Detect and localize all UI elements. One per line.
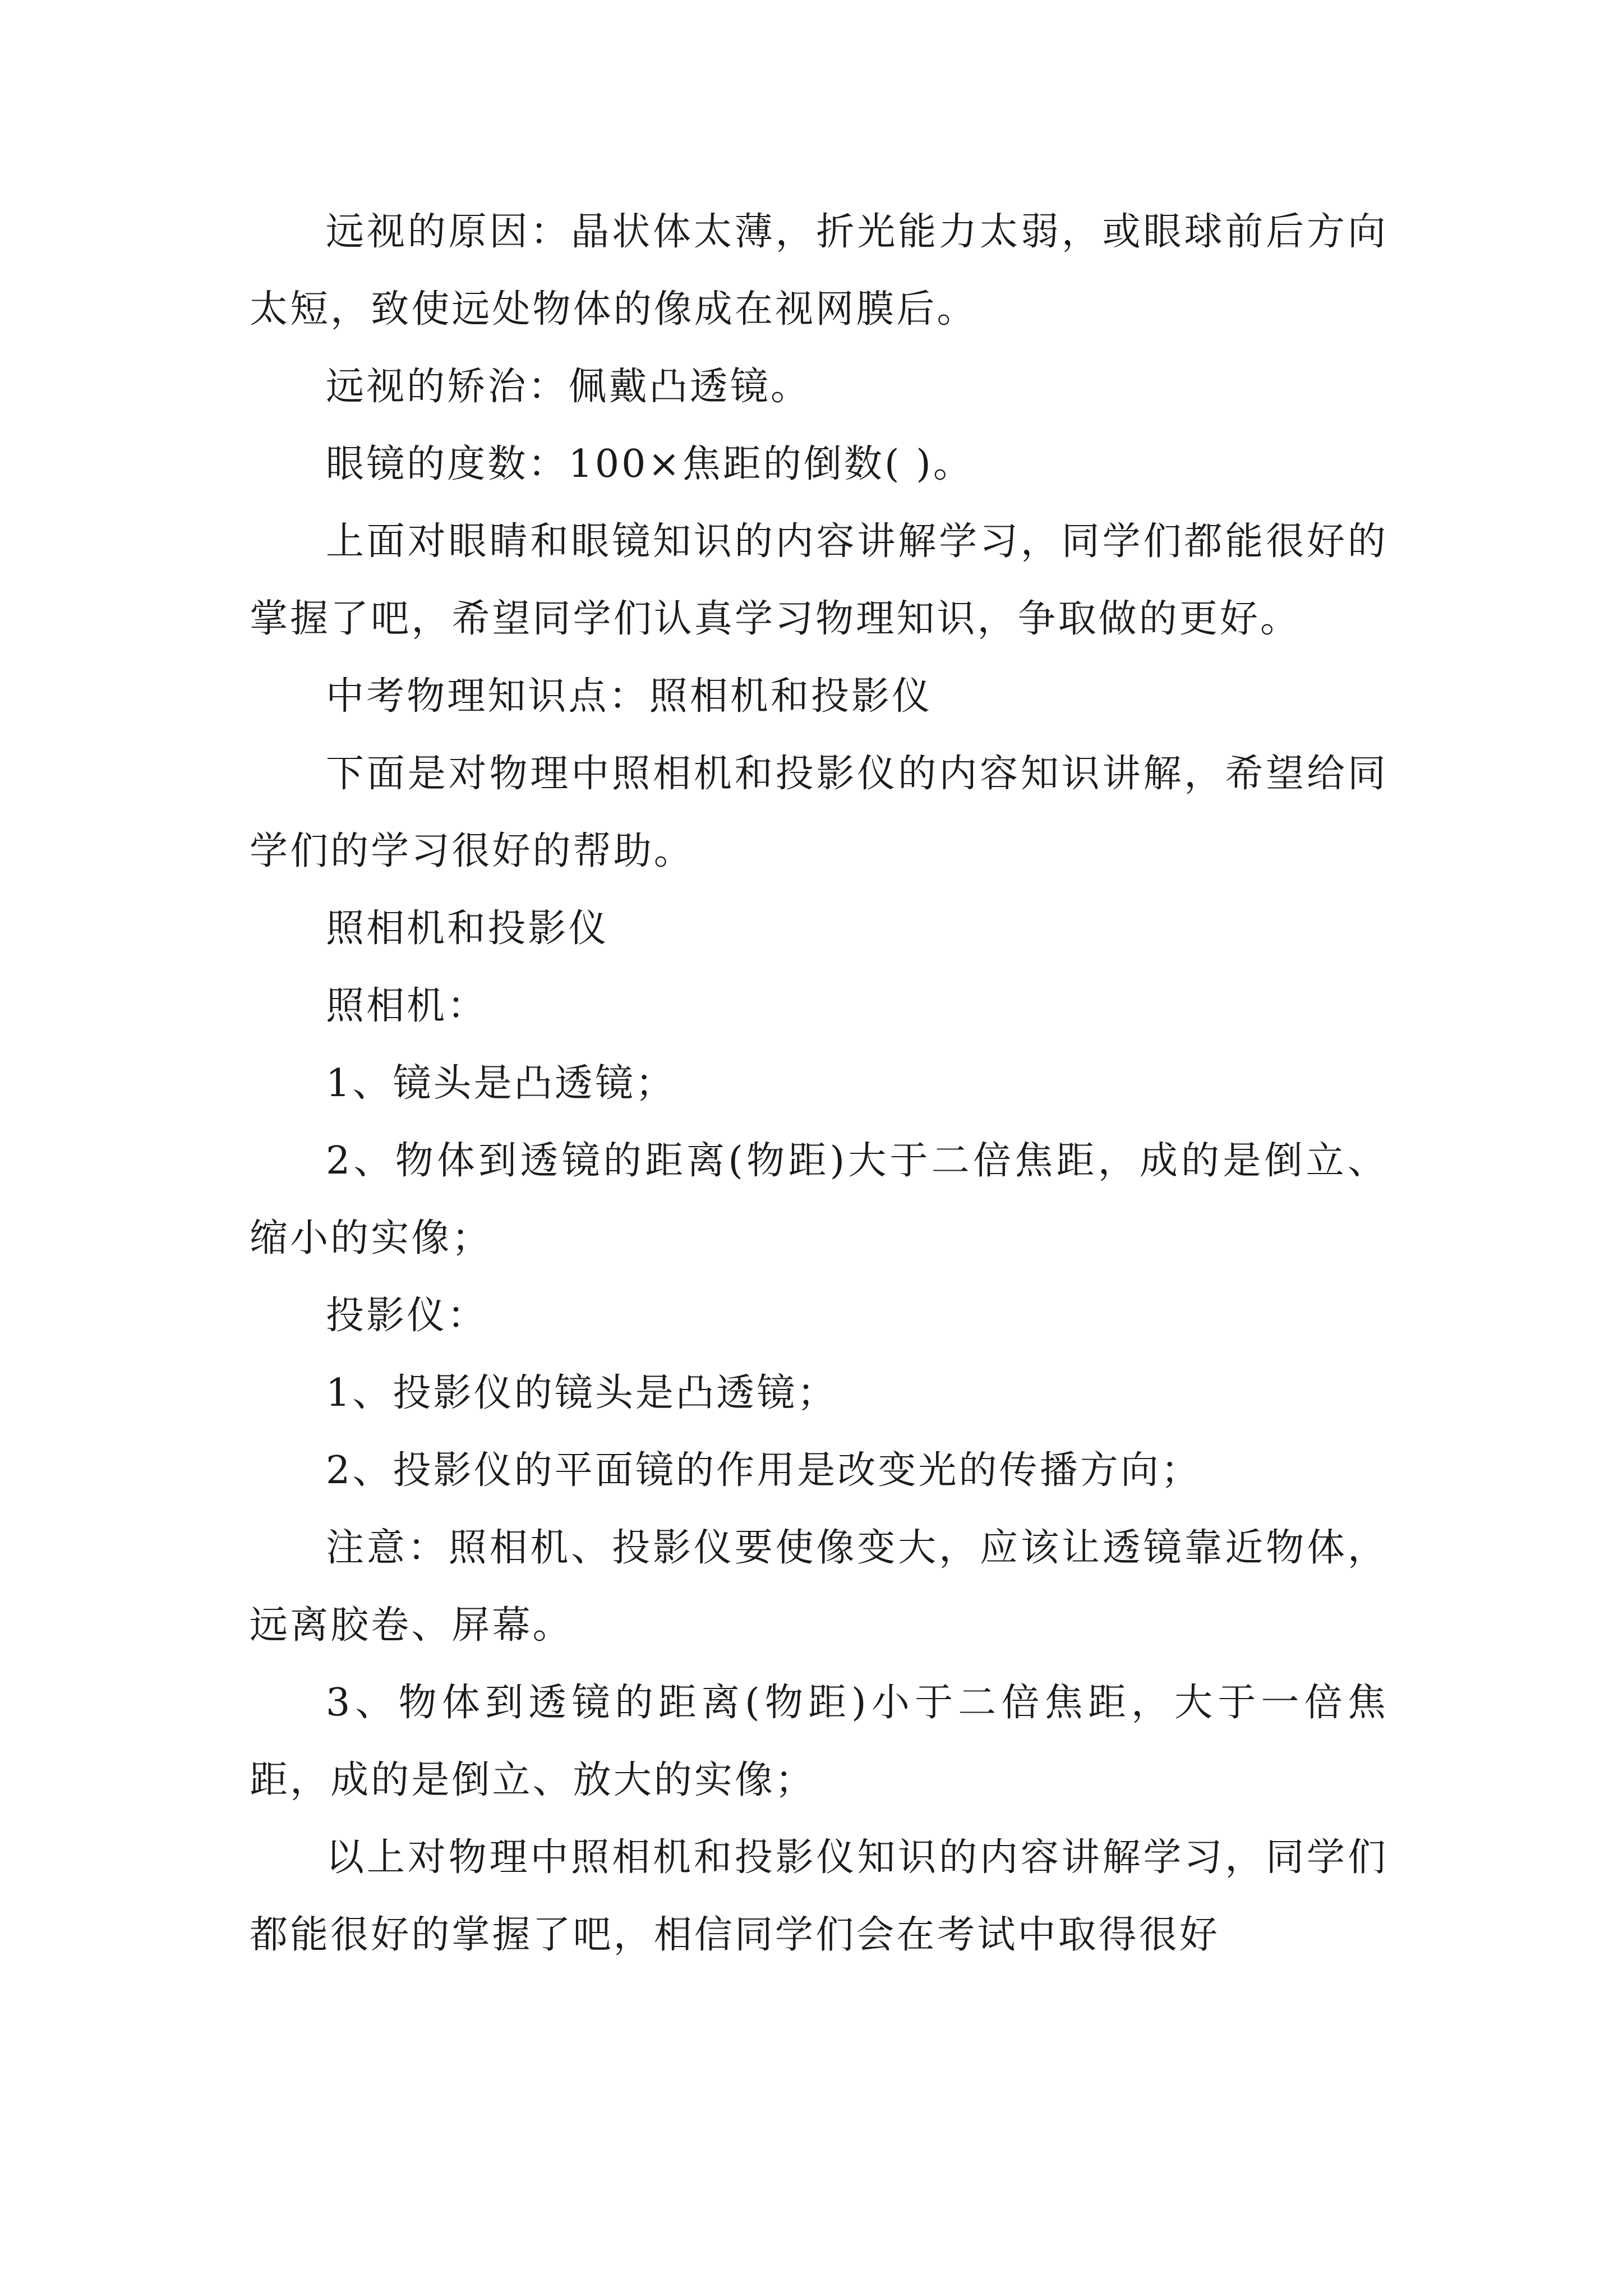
list-item-projector-3: 3、物体到透镜的距离(物距)小于二倍焦距，大于一倍焦距，成的是倒立、放大的实像； xyxy=(250,1681,1388,1802)
paragraph-closing: 以上对物理中照相机和投影仪知识的内容讲解学习，同学们都能很好的掌握了吧，相信同学们会在考试中取得很好 xyxy=(250,1835,1388,1957)
paragraph-intro: 下面是对物理中照相机和投影仪的内容知识讲解，希望给同学们的学习很好的帮助。 xyxy=(250,752,1388,873)
paragraph-eye-summary: 上面对眼睛和眼镜知识的内容讲解学习，同学们都能很好的掌握了吧，希望同学们认真学习物理知识，争取做的更好。 xyxy=(250,519,1388,641)
paragraph-note: 注意：照相机、投影仪要使像变大，应该让透镜靠近物体，远离胶卷、屏幕。 xyxy=(250,1526,1388,1648)
label-camera: 照相机： xyxy=(326,984,488,1028)
list-item-camera-1: 1、镜头是凸透镜； xyxy=(326,1061,676,1106)
list-item-projector-1: 1、投影仪的镜头是凸透镜； xyxy=(326,1371,838,1415)
document-body xyxy=(250,194,1388,1974)
list-item-camera-2: 2、物体到透镜的距离(物距)大于二倍焦距，成的是倒立、缩小的实像； xyxy=(250,1139,1388,1260)
subheading-camera-projector: 照相机和投影仪 xyxy=(326,907,609,951)
label-projector: 投影仪： xyxy=(326,1294,488,1338)
paragraph-lens-power: 眼镜的度数：100×焦距的倒数( )。 xyxy=(326,442,974,486)
list-item-projector-2: 2、投影仪的平面镜的作用是改变光的传播方向； xyxy=(326,1448,1202,1493)
paragraph-hyperopia-correction: 远视的矫治：佩戴凸透镜。 xyxy=(326,365,811,409)
paragraph-hyperopia-cause: 远视的原因：晶状体太薄，折光能力太弱，或眼球前后方向太短，致使远处物体的像成在视网膜后。 xyxy=(250,210,1388,332)
section-heading: 中考物理知识点：照相机和投影仪 xyxy=(326,674,933,719)
